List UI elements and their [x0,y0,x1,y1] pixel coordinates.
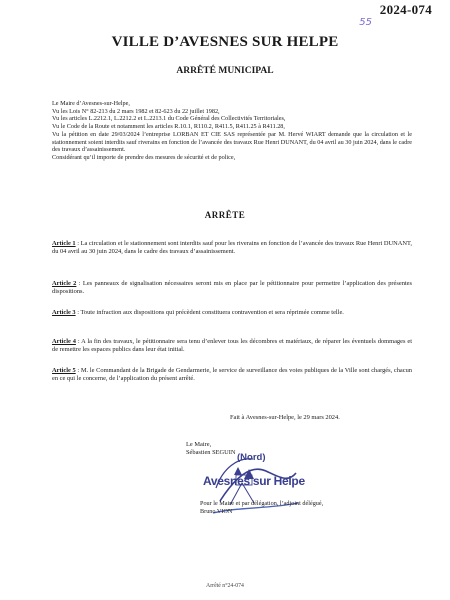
preamble-line: Le Maire d’Avesnes-sur-Helpe, [52,100,130,107]
delegation-block [200,500,323,516]
article-label: Article 2 [52,280,77,287]
article-2 [52,280,412,296]
handwritten-note: 55 [359,17,372,28]
article-4 [52,338,412,354]
article-5 [52,367,412,383]
article-label: Article 1 [52,240,76,247]
article-text: : La circulation et le stationnement sont interdits sauf pour les riverains en fonction de l’avancée des travaux Rue Henri DUNANT, du 04 avril au 30 juin 2024, dans le cadre des travaux d’assainissement. [52,240,412,255]
article-text: : M. le Commandant de la Brigade de Gendarmerie, le service de surveillance des voies publiques de la Ville sont chargés, chacun en ce qui le concerne, de l’application du présent arrêté. [52,367,412,382]
article-label: Article 3 [52,309,76,316]
preamble-line: Vu les Lois N° 82-213 du 2 mars 1982 et 82-623 du 22 juillet 1982, [52,107,220,115]
preamble-line: Considérant qu’il importe de prendre des mesures de sécurité et de police, [52,153,236,161]
signatory-title: Le Maire, [186,441,212,448]
article-1 [52,240,412,256]
preamble [52,100,412,162]
article-label: Article 5 [52,367,76,374]
stamp-logo-text: Avesnes sur Helpe [203,474,305,488]
section-heading: ARRÊTE [204,210,246,220]
reference-number: 2024-074 [379,2,432,17]
deputy-name: Bruno VION [200,508,233,515]
document-type: ARRÊTÉ MUNICIPAL [176,66,274,76]
place-date: Fait à Avesnes-sur-Helpe, le 29 mars 2024. [230,414,340,421]
article-text: : Toute infraction aux dispositions qui précèdent constituera contravention et sera réprimée comme telle. [75,309,344,316]
preamble-line: Vu le Code de la Route et notamment les articles R.10.1, R110.2, R411.5, R411.25 à R411.28, [52,123,285,131]
delegation-line: Pour le Maire et par délégation, l’adjoint délégué, [200,500,324,507]
signatory-name: Sébastien SEGUIN [186,449,236,456]
article-text: : Les panneaux de signalisation nécessaires seront mis en place par le pétitionnaire pour permettre l’application des présentes dispositions. [52,280,412,295]
article-label: Article 4 [52,338,76,345]
town-title: VILLE D’AVESNES SUR HELPE [111,34,339,50]
article-3 [52,309,412,317]
footer-reference: Arrêté n°24-074 [206,583,244,589]
article-text: : A la fin des travaux, le pétitionnaire sera tenu d’enlever tous les décombres et matériaux, de réparer les éventuels dommages et de remettre les espaces publics dans leur état initial. [52,338,412,353]
preamble-line: Vu les articles L.2212.1, L.2212.2 et L.2213.1 du Code Général des Collectivités Territoriales, [52,115,286,123]
preamble-line: Vu la pétition en date 29/03/2024 l’entreprise LORBAN ET CIE SAS représentée par M. Hervé WIART demande que la circulation et le stationnement soient interdits sauf riverains en fonction de l’avancée des travaux Rue Henri DUNANT, du 04 avril au 30 juin 2024, dans le cadre des travaux d’assainissement. [52,130,412,154]
stamp-department: (Nord) [237,452,266,463]
